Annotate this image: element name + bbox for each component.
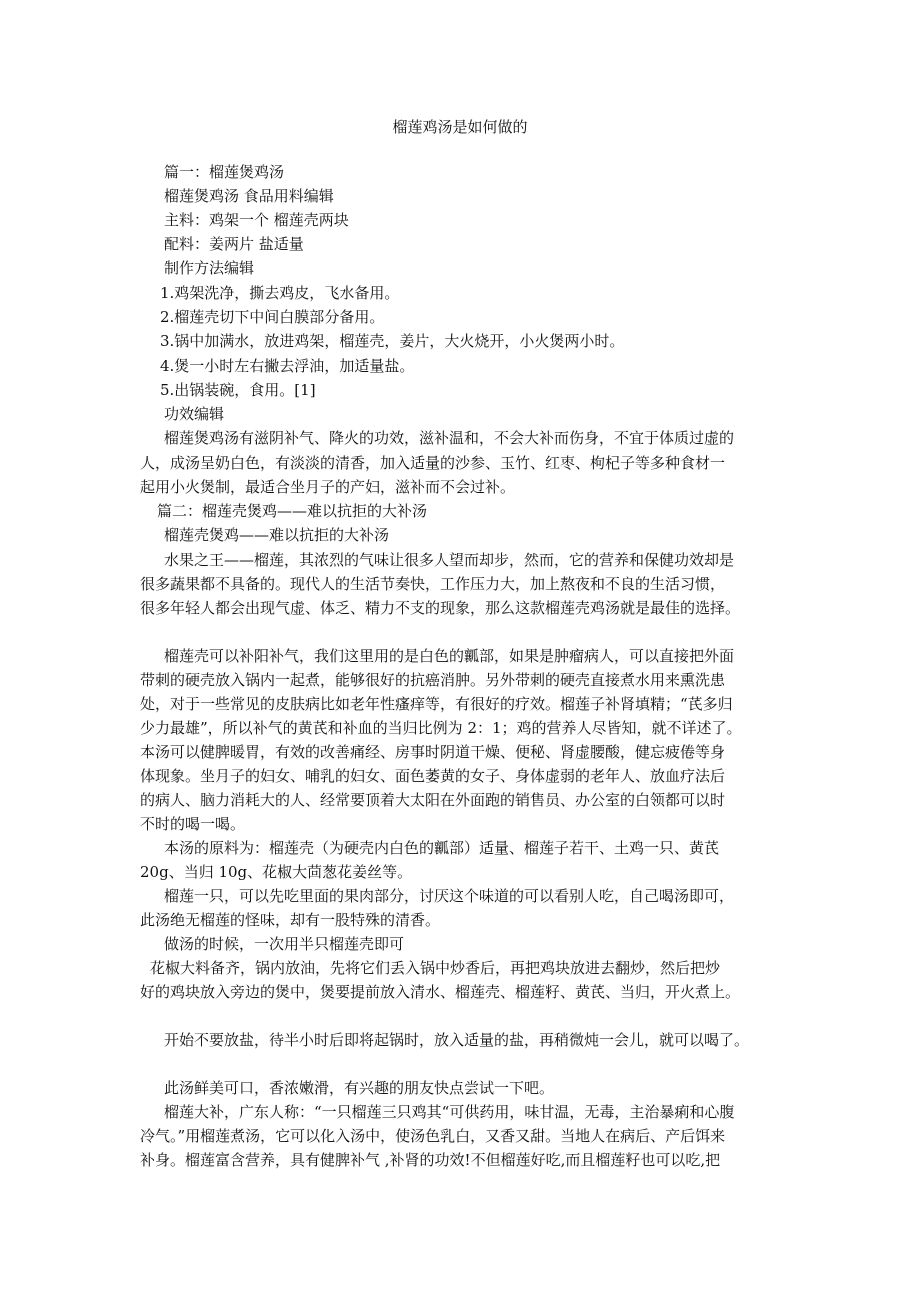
text-line: 补身。榴莲富含营养，具有健脾补气 ,补肾的功效!不但榴莲好吃,而且榴莲籽也可以吃,把 [140,1151,721,1169]
text-line: 好的鸡块放入旁边的煲中，煲要提前放入清水、榴莲壳、榴莲籽、黄芪、当归，开火煮上。 [140,983,741,1001]
text-line: 榴莲煲鸡汤有滋阴补气、降火的功效，滋补温和，不会大补而伤身，不宜于体质过虚的 [164,429,735,447]
text-line: 20g、当归 10g、花椒大茴葱花姜丝等。 [140,863,413,881]
text-line: 榴莲壳煲鸡——难以抗拒的大补汤 [164,526,390,544]
text-line: 篇一：榴莲煲鸡汤 [164,163,285,181]
text-line: 此汤鲜美可口，香浓嫩滑，有兴趣的朋友快点尝试一下吧。 [164,1079,555,1097]
text-line: 花椒大料备齐，锅内放油，先将它们丢入锅中炒香后，再把鸡块放进去翻炒，然后把炒 [150,959,721,977]
text-line: 起用小火煲制，最适合坐月子的产妇，滋补而不会过补。 [140,478,516,496]
text-line: 榴莲煲鸡汤 食品用料编辑 [164,187,334,205]
text-line: 很多年轻人都会出现气虚、体乏、精力不支的现象，那么这款榴莲壳鸡汤就是最佳的选择。 [140,599,741,617]
text-line: 本汤可以健脾暖胃，有效的改善痛经、房事时阴道干燥、便秘、肾虚腰酸，健忘疲倦等身 [140,743,726,761]
text-line: 4.煲一小时左右撇去浮油，加适量盐。 [160,357,415,375]
text-line: 2.榴莲壳切下中间白膜部分备用。 [160,308,385,326]
text-line: 少力最雄”，所以补气的黄芪和补血的当归比例为 2：1；鸡的营养人尽皆知，就不详述了。 [140,719,742,737]
text-line: 功效编辑 [164,405,225,423]
text-line: 体现象。坐月子的妇女、哺乳的妇女、面色萎黄的女子、身体虚弱的老年人、放血疗法后 [140,767,726,785]
text-line: 榴莲一只，可以先吃里面的果肉部分，讨厌这个味道的可以看别人吃，自己喝汤即可， [164,887,735,905]
text-line: 水果之王——榴莲，其浓烈的气味让很多人望而却步，然而，它的营养和保健功效却是 [164,551,735,569]
text-line: 3.锅中加满水，放进鸡架，榴莲壳，姜片，大火烧开，小火煲两小时。 [160,332,625,350]
text-line: 主料：鸡架一个 榴莲壳两块 [164,211,349,229]
text-line: 本汤的原料为：榴莲壳（为硬壳内白色的瓤部）适量、榴莲子若干、土鸡一只、黄芪 [164,839,720,857]
text-line: 配料：姜两片 盐适量 [164,235,304,253]
text-line: 不时的喝一喝。 [140,815,246,833]
text-line: 很多蔬果都不具备的。现代人的生活节奏快，工作压力大，加上熬夜和不良的生活习惯， [140,575,726,593]
text-line: 做汤的时候，一次用半只榴莲壳即可 [164,935,405,953]
text-line: 5.出锅装碗，食用。[1] [160,381,316,399]
text-line: 篇二：榴莲壳煲鸡——难以抗拒的大补汤 [157,502,428,520]
text-line: 此汤绝无榴莲的怪味，却有一股特殊的清香。 [140,911,441,929]
text-line: 人，成汤呈奶白色，有淡淡的清香，加入适量的沙参、玉竹、红枣、枸杞子等多种食材一 [140,454,726,472]
text-line: 1.鸡架洗净，撕去鸡皮，飞水备用。 [160,284,400,302]
text-line: 开始不要放盐，待半小时后即将起锅时，放入适量的盐，再稍微炖一会儿，就可以喝了。 [164,1031,750,1049]
text-line: 带刺的硬壳放入锅内一起煮，能够很好的抗癌消肿。另外带刺的硬壳直接煮水用来熏洗患 [140,671,726,689]
text-line: 的病人、脑力消耗大的人、经常要顶着大太阳在外面跑的销售员、办公室的白领都可以时 [140,791,726,809]
text-line: 冷气。”用榴莲煮汤，它可以化入汤中，使汤色乳白，又香又甜。当地人在病后、产后饵来 [140,1127,726,1145]
document-title: 榴莲鸡汤是如何做的 [392,118,528,136]
text-line: 处，对于一些常见的皮肤病比如老年性瘙痒等，有很好的疗效。榴莲子补肾填精；“芪多归 [140,695,733,713]
text-line: 榴莲大补，广东人称：“一只榴莲三只鸡其“可供药用，味甘温，无毒，主治暴痢和心腹 [164,1103,735,1121]
text-line: 制作方法编辑 [164,259,255,277]
text-line: 榴莲壳可以补阳补气，我们这里用的是白色的瓤部，如果是肿瘤病人，可以直接把外面 [164,647,735,665]
